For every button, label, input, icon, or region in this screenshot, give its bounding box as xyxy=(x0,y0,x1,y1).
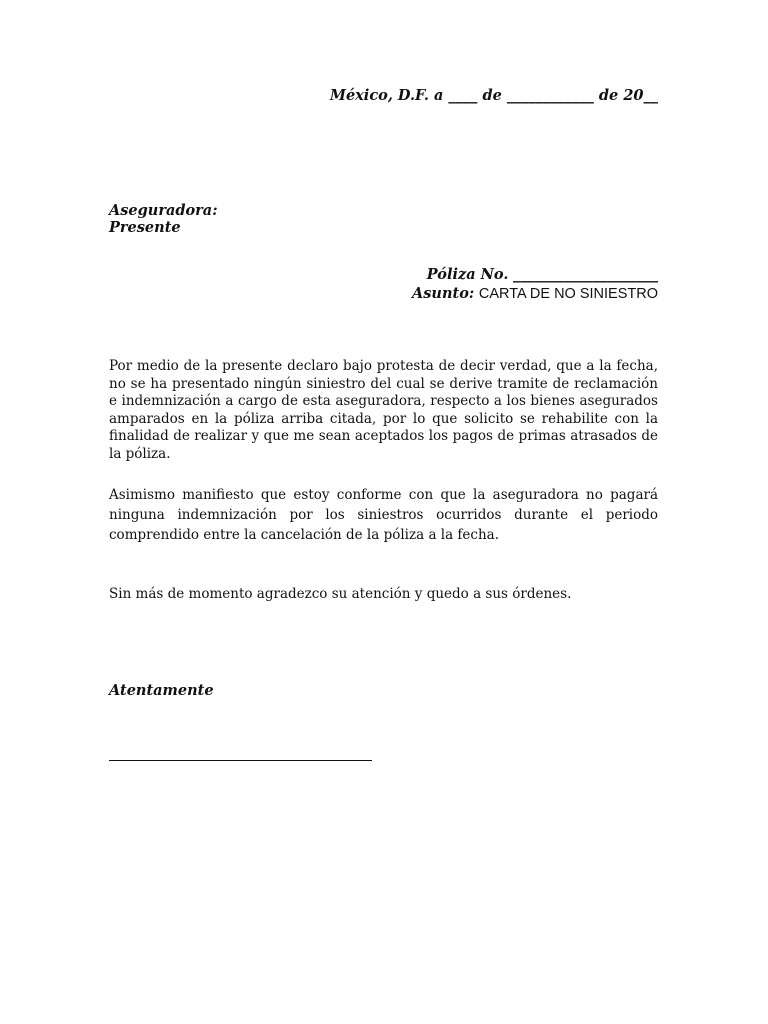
subject-label: Asunto: xyxy=(412,285,475,302)
date-line: México, D.F. a ____ de ____________ de 20__ xyxy=(329,87,658,104)
policy-number-label: Póliza No. xyxy=(426,266,509,283)
body-paragraph-2: Asimismo manifiesto que estoy conforme con que la aseguradora no pagará ninguna indemnización por los siniestros ocurridos durante el periodo comprendido entre la cancelación de la póliza a la fecha. xyxy=(109,487,658,543)
valediction: Atentamente xyxy=(109,682,214,699)
subject-value: CARTA DE NO SINIESTRO xyxy=(478,286,658,302)
recipient-presente: Presente xyxy=(109,219,181,236)
body-paragraph-3: Sin más de momento agradezco su atención y quedo a sus órdenes. xyxy=(109,586,572,602)
recipient-name: Aseguradora: xyxy=(109,202,218,219)
body-paragraph-1: Por medio de la presente declaro bajo protesta de decir verdad, que a la fecha, no se ha presentado ningún siniestro del cual se derive tramite de reclamación e indemnización a cargo de esta aseguradora, respecto a los bienes asegurados amparados en la póliza arriba citada, por lo que solicito se rehabilite con la finalidad de realizar y que me sean aceptados los pagos de primas atrasados de la póliza. xyxy=(109,358,658,462)
policy-number-line xyxy=(427,266,658,284)
policy-number-blank: ____________________ xyxy=(513,266,658,283)
signature-line xyxy=(109,760,372,761)
subject-line xyxy=(412,285,658,303)
